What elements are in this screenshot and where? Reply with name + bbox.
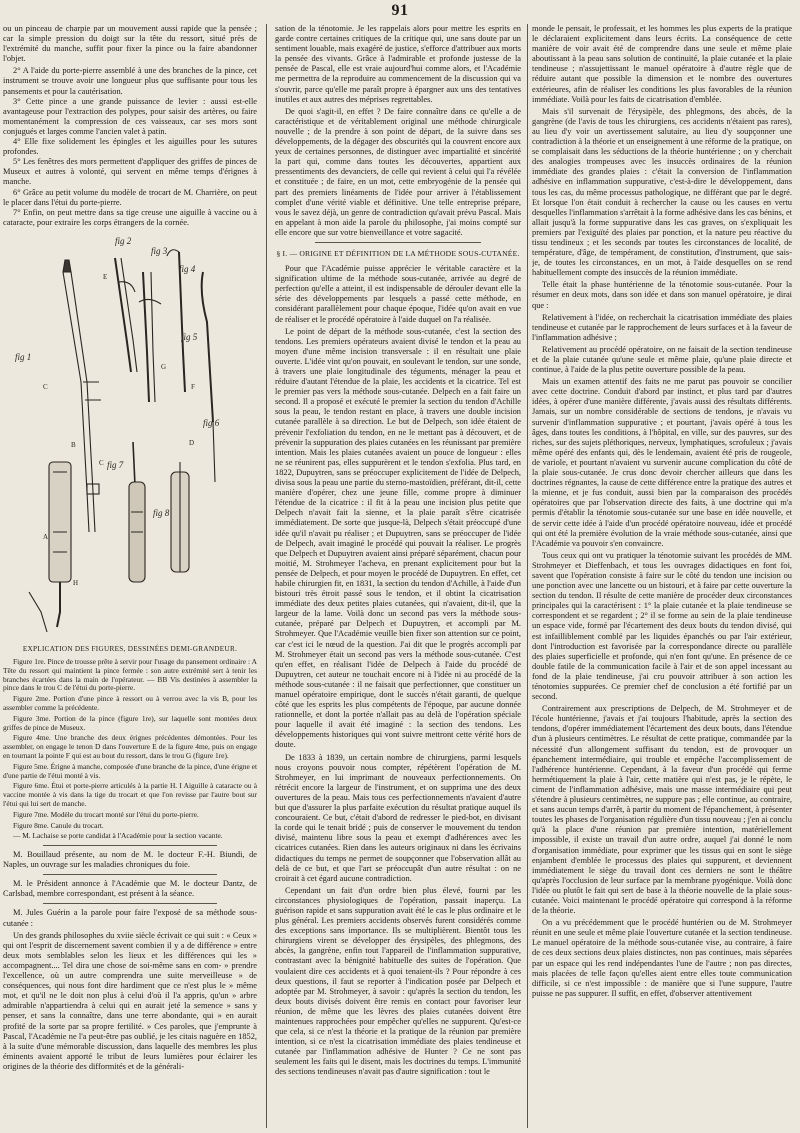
instruments-illustration	[3, 232, 257, 642]
surgical-instruments-engraving	[3, 232, 257, 642]
page-number: 91	[391, 2, 409, 19]
figure-letter: A	[43, 532, 49, 541]
paragraph: Le point de départ de la méthode sous-cutanée, c'est la section des tendons. Les premiers opérateurs avaient divisé le tendon et la peau au moyen d'une même incision transversale : il en résultait une plaie ouverte. L'idée vint qu'on pouvait, en soulevant le tendon, sur une sonde, à travers une plaie longitudinale des téguments, ménager la peau et réduire d'autant l'étendue de la plaie, les accidents et la cicatrice. Tel est le premier pas vers la méthode sous-cutanée. Delpech en a fait faire un second. Il a proposé et exécuté le premier la section du tendon d'Achille sous la peau, le tendon restant en place, à travers une double incision cutanée parallèle à sa direction. Le but de Delpech, son idée étaient de prévenir l'exfoliation du tendon, en ne le mettant pas à découvert, et de prévenir la suppuration des plaies cutanées en les réunissant par première intention. Mais les plaies cutanées avaient un pouce de longueur : elles ne se réunirent pas, elles suppurèrent et le tendon s'exfolia. Plus tard, en 1822, Dupuytren, sans se préoccuper explicitement de l'idée de Delpech, divisa sous la peau une partie du sterno-mastoïdien, préférant, dit-il, cette manière d'opérer, chez une jeune fille, comme propre à diminuer l'étendue de la cicatrice : il fit à la peau une incision plus petite que Delpech n'avait fait la sienne, et la plaie paraît s'être cicatrisée immédiatement. De sorte que jusque-là, Delpech s'était préoccupé d'une idée qu'il n'avait pu réaliser ; et Dupuytren, sans se préoccuper de l'idée de Delpech, avait imaginé le procédé qui pouvait la réaliser. Le progrès que Delpech et Dupuytren avaient ainsi préparé séparément, chacun pour moitié, M. Strohmeyer l'acheva, en prenant explicitement pour but la pensée de Delpech, et pour moyen le procédé de Dupuytren. En effet, cet habile chirurgien fit, en 1831, la section du tendon d'Achille, à l'aide d'un bistouri très étroit passé sous le tendon, et il obtint la cicatrisation immédiate des deux petites plaies cutanées, qui n'avaient, dit-il, que la largeur de la lame. Voilà donc un second pas vers la méthode sous-cutanée, préparé par Delpech et Dupuytren, et accompli par M. Strohmeyer. Que l'Académie veuille bien fixer son attention sur ce point, car c'est ici le nœud de la question. J'ai dit que le progrès accompli par M. Strohmeyer était un second pas vers la méthode sous-cutanée. C'est qu'en effet, en réalisant l'idée de Delpech à l'aide du procédé de Dupuytren, cet auteur ne touchait encore ni à l'idée ni au procédé de la méthode sous-cutanée : il ne faisait que perfectionner, que constituer un manuel opératoire empirique, dont le succès n'était garanti, de quelque côté que les esprits les plus compétents de l'époque, par aucune donnée rationnelle, et dont la portée n'allait pas au delà de l'opération spéciale pour laquelle il avait été imaginé : la section des tendons. Les développements historiques qui vont suivre mettront cette vérité hors de doute.	[275, 326, 521, 750]
figure-label: fig 2	[115, 235, 132, 246]
paragraph: Pour que l'Académie puisse apprécier le véritable caractère et la signification ultime de la méthode sous-cutanée, arrivée au degré de perfection qu'elle a atteint, il est indispensable de dérouler devant elle la série des développements par lesquels a passé cette méthode, en considérant parallèlement pour chaque époque, l'idée qu'on avait en vue de réaliser et le procédé opératoire à l'aide duquel on l'a réalisée.	[275, 264, 521, 324]
column-2	[275, 24, 521, 1128]
paragraph: On a vu précédemment que le procédé huntérien ou de M. Strohmeyer réunit en une seule et même plaie l'ouverture cutanée et la section tendineuse. Le manuel opératoire de la méthode sous-cutanée vise, au contraire, à faire de ces deux sections deux plaies distinctes, non pas continues, mais séparées par un espace qui les rend indépendantes l'une de l'autre ; non pas directes, mais placées de telle façon qu'elles aient entre elles toute communication difficile, si ce n'est impossible : de manière que si l'une suppure, l'autre puisse ne pas suppurer. Il suffit, en effet, d'observer attentivement	[532, 918, 792, 998]
column-3	[532, 24, 792, 1128]
numbered-item: 4° Elle fixe solidement les épingles et les aiguilles pour les sutures profondes.	[3, 137, 257, 157]
paragraph: Cependant un fait d'un ordre bien plus élevé, fourni par les circonstances physiologiques de l'opération, passait inaperçu. La guérison rapide et sans suppuration avait été le cas le plus ordinaire et le plus général. Les premiers accidents observés furent considérés comme des exceptions sans importance. Ils se multiplièrent. Bientôt tous les chirurgiens virent se développer des érysipèles, des phlegmons, des abcès, la gangrène, enfin tout l'appareil de l'inflammation suppurative, contrastant avec la bénignité habituelle des suites de l'opération. Que voulaient dire ces accidents et à quoi tenaient-ils ? Pour répondre à ces deux questions, il faut se reporter à l'indication posée par Delpech et adoptée par M. Strohmeyer, à savoir : qu'après la section du tendon, les deux bouts divisés doivent être remis en contact pour favoriser leur réunion, de même que les lèvres des plaies cutanées doivent être maintenues rapprochées pour empêcher qu'elles ne suppurent. Qu'est-ce que cela, si ce n'est la théorie et la pratique de la réunion par première intention, si ce n'est la cicatrisation immédiate des plaies tendineuse et cutanée par l'inflammation adhésive de Hunter ? Ce ne sont pas seulement les faits qui le disent, mais les doctrines du temps. L'immunité des sections tendineuses n'avait pas d'autre signification : tout le	[275, 885, 521, 1077]
caption-line: Figure 2me. Portion d'une pince à ressort ou à verrou avec la vis B, pour les assembler comme la précédente.	[3, 694, 257, 712]
caption-line: Figure 5me. Érigne à manche, composée d'une branche de la pince, d'une érigne et d'une partie de l'étui monté à vis.	[3, 761, 257, 780]
figure-letter: H	[73, 578, 79, 587]
caption-line: Figure 8me. Canule du trocart.	[13, 820, 104, 830]
caption-line: Figure 6me. Étui et porte-pierre articulés à la partie H. I Aiguille à cataracte ou à vaccine montée à vis dans la tige du trocart et que l'on revisse par l'autre bout sur l'étui qui lui sert de manche.	[3, 781, 257, 808]
paragraph: Tous ceux qui ont vu pratiquer la ténotomie suivant les procédés de MM. Strohmeyer et Dieffenbach, et tous les ouvrages didactiques en font foi, savent que l'opération consiste à faire sur le côté du tendon une incision ou une ponction avec une lancette ou un bistouri, et à faire par cette ouverture la section du tendon. Il résulte de cette manière de procéder deux circonstances principales qui la caractérisent : 1° la plaie cutanée et la plaie tendineuse se correspondent et se regardent ; 2° il se forme au sein de la plaie tendineuse un espace vide, formé par l'écartement des deux bouts du tendon divisé, qui est infailliblement comblé par les liquides épanchés ou par l'air extérieur, dont l'introduction est favorisée par la correspondance directe ou parallèle des plaies superficielle et profonde, qui n'en font qu'une. En présence de ce double fatile de la communication facile à l'air et de son appel incessant au fond de la plaie tendineuse, j'ai cru pouvoir attribuer à son action les ténotomies suppurées. Ce premier chef de conclusion a été fortifié par un second.	[532, 550, 792, 702]
paragraph: De quoi s'agit-il, en effet ? De faire connaître dans ce qu'elle a de caractéristique et de véritablement original une méthode chirurgicale nouvelle ; de la prendre à son point de départ, de la suivre dans ses développements, de la dégager des obscurités qui la couvrent encore aux yeux de certaines personnes, de distinguer avec impartialité et sincérité la part qui, comme dans toutes les découvertes, appartient aux pressentiments des devanciers, de celle qui revient à celui qui l'a révélée et constituée ; de faire, en un mot, cette embryogénie de la pensée qui part des premiers linéaments de l'idée pour arriver à l'établissement complet d'une vérité viable et définitive. Une telle entreprise prépare, vous le savez déjà, un genre de contradiction qu'avait prévu Pascal. Mais en appelant à mon aide la parole du philosophe, j'ai moins compté sur elle encore que sur votre bienveillance et votre sagacité.	[275, 106, 521, 237]
lachaise-note: — M. Lachaise se porte candidat à l'Académie pour la section vacante.	[13, 831, 223, 841]
figure-letter: D	[189, 438, 195, 447]
figure-letter: E	[103, 272, 108, 281]
caption-line: Figure 7me. Modèle du trocart monté sur l'étui du porte-pierre.	[13, 809, 199, 819]
figure-letter: B	[71, 440, 76, 449]
column-divider	[266, 24, 267, 1128]
paragraph: De 1833 à 1839, un certain nombre de chirurgiens, parmi lesquels nous croyons pouvoir nous compter, répétèrent l'opération de M. Strohmeyer, en lui imprimant de nouveaux perfectionnements. On rétrécit encore la largeur de l'instrument, et on supprima une des deux ouvertures de la peau. Mais tous ces perfectionnements n'avaient d'autre but que d'assurer la plus parfaite exécution du résultat pratique auquel ils concouraient. Ce but, c'était d'abord de redresser le pied-bot, en divisant la corde qui le tenait bridé ; puis de conserver le mouvement du tendon divisé, maintenu libre sous la peau et exempt d'adhérences avec les cicatrices cutanées. Rien dans les auteurs originaux ni dans les écrivains didactiques du temps ne permet de soupçonner que l'observation allât au delà de ce but, et que l'art se préoccupât d'un autre résultat : on ne croirait à cet égard aucune contradiction.	[275, 752, 521, 883]
figure-label: fig 4	[179, 263, 196, 274]
bouillaud-note: M. Bouillaud présente, au nom de M. le docteur F.-H. Biundi, de Naples, un ouvrage sur les maladies chroniques du foie.	[3, 850, 257, 870]
separator	[43, 845, 217, 846]
numbered-item: 5° Les fenêtres des mors permettent d'appliquer des griffes de pinces de Museux et autres à volonté, qui servent en même temps d'érignes à manche.	[3, 157, 257, 187]
president-note: M. le Président annonce à l'Académie que M. le docteur Dantz, de Carlsbad, membre correspondant, est présent à la séance.	[3, 879, 257, 899]
paragraph: Mais s'il survenait de l'érysipèle, des phlegmons, des abcès, de la gangrène (de l'avis de tous les chirurgiens, ces accidents n'étaient pas rares), au lieu d'y voir un avertissement salutaire, au lieu d'y soupçonner une contradiction à la théorie et un enseignement à une réforme de la pratique, on se complaisait dans les séductions de la théorie huntérienne ; on y cherchait des analogies trompeuses avec les insuccès ordinaires de la réunion immédiate des grandes plaies : c'était la conversion de l'inflammation adhésive en inflammation suppurative, c'est-à-dire le développement, dans tous les cas, du même processus pathologique, ne différant que par le degré. Et lorsque l'on était conduit à rechercher la cause ou les causes en vertu desquelles l'inflammation s'arrêtait à la forme adhésive dans les cas bénins, et allait jusqu'à la forme suppurative dans les cas graves, on s'expliquait les premiers par l'exiguïté des plaies par ponction, et la nature peu réactive du tissu tendineux ; et les seconds par toutes les circonstances de localité, de température, d'âge, de tempérament, de constitution, d'instrument, que sais-je, de toutes les circonstances, en un mot, à l'aide desquelles on se rend habituellement compte des insuccès de la réunion immédiate.	[532, 106, 792, 278]
paragraph: Contrairement aux prescriptions de Delpech, de M. Strohmeyer et de l'école huntérienne, j'avais et j'ai toujours l'habitude, après la section des tendons, d'opérer immédiatement l'écartement des deux bouts, dans l'étendue d'un à plusieurs centimètres. Le résultat de cette pratique, commandée par la nécessité d'un allongement suffisant du tendon, est de provoquer un épanchement intermédiaire, qui trouble et empêche l'accomplissement de l'adhérence huntérienne. Cependant, à la faveur d'un procédé qui ferme hermétiquement la plaie à l'air, cette matière qui n'est pas, je le répète, le ciment de l'inflammation adhésive, mais une masse intermédiaire qui peut s'étendre à plusieurs centimètres, ne suppure pas ; elle continue, au contraire, et sans aucun temps d'arrêt, à partir du moment de l'épanchement, à présenter toutes les phases de l'organisation régulière d'un tissu nouveau ; j'en ai conclu qu'à la place d'une réunion par première intention, matériellement impossible, il existe un travail d'un autre ordre, auquel j'ai donné le nom d'organisation immédiate, pour exprimer que les tissus qui en sont le siège enjambent d'emblée le processus des plaies qui suppurent, et deviennent immédiatement le siège du travail dont ces derniers ne sont le théâtre qu'après l'occlusion de leur surface par la membrane pyogénique. Voilà donc l'idée ou plutôt le fait qui sert de base à la théorie nouvelle de la plaie sous-cutanée. Voici maintenant le procédé opératoire qui correspond à la réforme de la théorie.	[532, 704, 792, 916]
figure-letter: G	[161, 362, 167, 371]
numbered-item: 3° Cette pince a une grande puissance de levier : aussi est-elle avantageuse pour l'extraction des polypes, pour saisir des artères, ou faire momentanément la compression de ces vaisseaux, car ses mors sont conjugués et larges comme l'ancien valet à patin.	[3, 96, 257, 136]
figure-label: fig 1	[15, 351, 32, 362]
paragraph: Telle était la phase huntérienne de la ténotomie sous-cutanée. Pour la résumer en deux mots, dans son idée et dans son manuel opératoire, je dirai que :	[532, 280, 792, 310]
separator	[315, 242, 481, 243]
guerin-paragraph: Un des grands philosophes du xviie siècle écrivait ce qui suit : « Ceux » qui ont l'esprit de discernement savent combien il y a de différence » entre deux mots semblables selon les lieux et les différences qui les » accompagnent.... Tel dira une chose de soi-même sans en com- » prendre l'excellence, où un autre comprendra une suite merveilleuse » de conséquences, qui nous font dire hardiment que ce n'est plus le » même mot, et qu'il ne le doit non plus à celui d'où il l'a appris, qu'un » arbre admirable n'appartiendra à celui qui en aurait jeté la semence » sans y penser, et sans la connaître, dans une terre abondante, qui » en aurait profité de la sorte par sa propre fertilité. » Ces paroles, que j'emprunte à Pascal, l'Académie ne l'a peut-être pas oublié, je les citais naguère en 1852, à la suite d'une mémorable discussion, dans laquelle des membres les plus éminents avaient apporté le tribut de leurs lumières pour éclairer les origines de la théorie des difformités et de la générali-	[3, 930, 257, 1071]
paragraph: sation de la ténotomie. Je les rappelais alors pour mettre les esprits en garde contre certaines critiques de la critique qui, une sans doute par un sentiment louable, mais exagéré de justice, s'efforce d'attribuer aux morts la pensée des vivants. Grâce à l'admirable et profonde justesse de la pensée de Pascal, elle est vraie aujourd'hui comme alors, et l'Académie me permettra de la reproduire au commencement de la discussion qui va s'ouvrir, parce qu'elle me paraît propre à épargner aux uns des tentatives inutiles et aux autres des méprises regrettables.	[275, 24, 521, 104]
figure-letter: C	[43, 382, 48, 391]
intro-paragraph: ou un pinceau de charpie par un mouvement aussi rapide que la pensée ; car la simple pression du doigt sur la tête du ressort, situé près de l'extrémité du manche, suffit pour fixer la pince ou la faire abandonner l'objet.	[3, 24, 257, 64]
column-1	[3, 24, 257, 1128]
paragraph: Relativement au procédé opératoire, on ne faisait de la section tendineuse et de la plaie cutanée qu'une seule et même plaie, qu'une plaie directe et continue, à l'aide de la plus petite ouverture possible de la peau.	[532, 344, 792, 375]
caption-line: Figure 4me. Une branche des deux érignes précédentes démontées. Pour les assembler, on engage le tenon D dans l'ouverture E de la figure 4me, puis on engage en tournant la pointe F qui est au bout du ressort, dans le trou G (figure 1re).	[3, 733, 257, 760]
caption-line: Figure 1re. Pince de trousse prête à servir pour l'usage du pansement ordinaire : A Tête du ressort qui maintient la pince fermée : son autre extrémité sert à tenir les branches écartées dans la main de l'opérateur. — BB Vis destinées à assembler la pince dans le trou C de l'étui du porte-pierre.	[3, 656, 257, 693]
separator	[43, 874, 217, 875]
figure-label: fig 5	[181, 331, 198, 342]
figure-letter: F	[191, 382, 195, 391]
section-heading: § I. — ORIGINE ET DÉFINITION DE LA MÉTHODE SOUS-CUTANÉE.	[276, 248, 520, 258]
column-divider	[527, 24, 528, 1128]
figure-label: fig 7	[107, 459, 124, 470]
figure-letter: C	[99, 458, 104, 467]
figure-label: fig 6	[203, 417, 220, 428]
numbered-item: 2° A l'aide du porte-pierre assemblé à une des branches de la pince, cet instrument se trouve avoir une longueur plus que suffisante pour tous les pansements et pour la cautérisation.	[3, 66, 257, 96]
caption-line: Figure 3me. Portion de la pince (figure 1re), sur laquelle sont montées deux griffes de pince de Museux.	[3, 713, 257, 732]
figure-label: fig 8	[153, 507, 170, 518]
paragraph: monde le pensait, le professait, et les hommes les plus experts de la pratique le déclaraient explicitement dans leurs écrits. La conséquence de cette manière de voir avait été de comprendre dans une seule et même plaie aboutissant à la peau sans solution de continuité, la plaie cutanée et la plaie tendineuse ; n'assujettissant le manuel opératoire à d'autre règle que de réduire autant que possible la dimension et le nombre des ouvertures extérieures, afin de réaliser les conditions les plus favorables de la réunion immédiate. Voilà pour les faits de cicatrisation d'emblée.	[532, 24, 792, 104]
paragraph: Mais un examen attentif des faits ne me parut pas pouvoir se concilier avec cette doctrine. Conduit d'abord par instinct, et plus tard par d'autres idées, à opérer d'une manière différente, j'avais aussi des résultats différents. Jamais, sur un nombre considérable de sections de tendons, je n'avais vu survenir d'inflammation suppurative ; et pourtant, j'avais opéré à tous les âges, dans toutes les conditions, à l'hôpital, en ville, sur des pauvres, sur des riches, sur des sujets pléthoriques, nerveux, lymphatiques, scrofuleux ; j'avais même opéré des enfants qui, dès le lendemain, avaient été pris de rougeole, de variole, et pourtant n'avaient vu survenir aucune complication du côté de la plaie sous-cutanée. Je crus donc devoir chercher ailleurs que dans les doctrines régnantes, la cause de cette différence entre la pratique des autres et la mienne, et je fus conduit, aussi bien par la comparaison des procédés opératoires que par l'observation directe des faits, à une doctrine qui m'a permis d'établir la ténotomie sous-cutanée sur une base en idée nouvelle, et de servir cette idée à l'aide d'un procédé opératoire nouveau, idée et procédé qui ont été la première évolution de la vraie méthode sous-cutanée, ainsi que l'Académie va pouvoir s'en convaincre.	[532, 377, 792, 548]
numbered-item: 6° Grâce au petit volume du modèle de trocart de M. Charrière, on peut le placer dans l'étui du porte-pierre.	[3, 187, 257, 207]
guerin-intro: M. Jules Guérin a la parole pour faire l'exposé de sa méthode sous-cutanée :	[3, 908, 257, 928]
paragraph: Relativement à l'idée, on recherchait la cicatrisation immédiate des plaies tendineuse et cutanée par le rapprochement de leurs surfaces et à la faveur de l'inflammation adhésive ;	[532, 312, 792, 342]
figures-caption	[3, 658, 257, 830]
numbered-item: 7° Enfin, on peut mettre dans sa tige creuse une aiguille à vaccine ou à cataracte, pour extraire les corps étrangers de la cornée.	[3, 207, 257, 227]
figures-caption-title: EXPLICATION DES FIGURES, DESSINÉES DEMI-GRANDEUR.	[22, 644, 238, 653]
figure-label: fig 3	[151, 245, 168, 256]
separator	[43, 903, 217, 904]
